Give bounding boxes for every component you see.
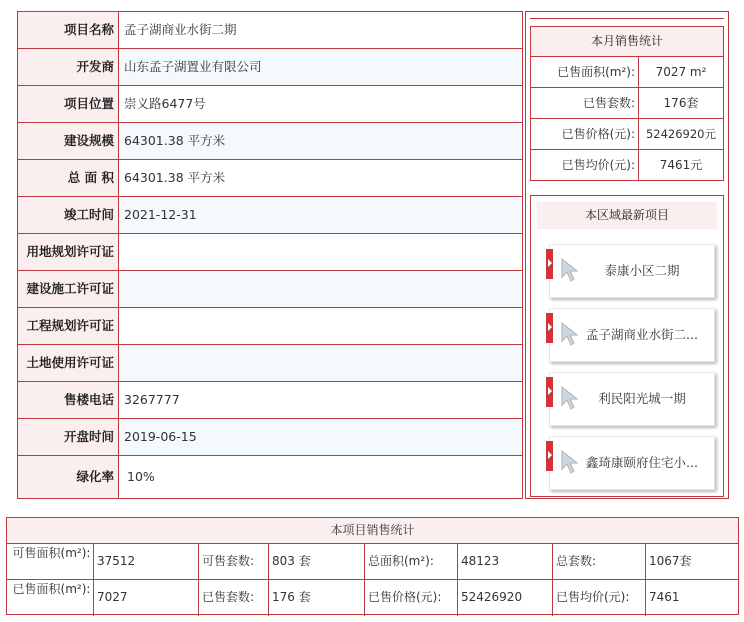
sidebar [525,11,729,499]
info-value: 山东孟子湖置业有限公司 [119,49,522,85]
arrow-tab-icon [546,377,553,407]
info-label: 开发商 [18,49,119,85]
stat-value: 37512 [94,544,199,579]
monthly-value: 52426920元 [645,127,717,141]
info-label: 工程规划许可证 [18,308,119,344]
info-row-total-area [18,160,522,197]
monthly-label: 已售均价(元): [531,150,639,181]
stat-label: 总面积(m²): [365,544,458,579]
stat-value: 803 套 [269,544,365,579]
info-row-name [18,12,522,49]
latest-project-name[interactable]: 泰康小区二期 [604,263,680,278]
info-row-green-rate [18,456,522,498]
info-row-scale [18,123,522,160]
monthly-label: 已售价格(元): [531,119,639,149]
info-value: 3267777 [124,392,180,407]
info-value [119,308,522,344]
stat-label: 总套数: [553,544,646,579]
monthly-value: 7027 m² [655,65,707,79]
info-row-planning-permit [18,308,522,345]
info-value [119,271,522,307]
info-label: 土地使用许可证 [18,345,119,381]
info-label: 建设施工许可证 [18,271,119,307]
arrow-tab-icon [546,313,553,343]
info-value: 10% [127,469,155,484]
info-row-land-use-permit [18,345,522,382]
monthly-label: 已售面积(m²): [531,57,639,87]
info-value [119,234,522,270]
info-label: 总 面 积 [18,160,119,196]
latest-projects-title: 本区域最新项目 [537,202,717,229]
info-row-location [18,86,522,123]
stat-label: 可售套数: [199,544,269,579]
latest-project-card[interactable] [549,244,715,298]
monthly-label: 已售套数: [531,88,639,118]
info-label: 竣工时间 [18,197,119,233]
stat-label: 可售面积(m²): [7,544,94,579]
info-value: 崇义路6477号 [124,96,206,111]
latest-project-card[interactable] [549,308,715,362]
info-row-completion [18,197,522,234]
stat-value: 176 套 [269,580,365,616]
info-label: 项目名称 [18,12,119,48]
project-sales-row-sold [7,580,738,616]
info-value: 64301.38 平方米 [119,123,522,159]
info-value: 2019-06-15 [119,419,522,455]
sidebar-divider [530,18,724,19]
latest-project-card[interactable] [549,372,715,426]
monthly-row-sold-area [531,57,723,88]
monthly-sales-title: 本月销售统计 [531,27,723,57]
arrow-tab-icon [546,441,553,471]
stat-value: 52426920 [458,580,553,616]
project-sales-panel [6,517,739,615]
info-value: 2021-12-31 [119,197,522,233]
info-row-construction-permit [18,271,522,308]
project-sales-title: 本项目销售统计 [7,518,738,544]
monthly-value: 176套 [663,96,699,110]
arrow-tab-icon [546,249,553,279]
monthly-row-sold-units [531,88,723,119]
monthly-sales-panel [530,26,724,181]
stat-label: 已售面积(m²): [7,580,94,616]
latest-project-name[interactable]: 利民阳光城一期 [598,391,686,406]
monthly-value: 7461元 [659,158,703,172]
info-value: 64301.38 平方米 [124,170,226,185]
project-info-table [17,11,523,499]
latest-project-name[interactable]: 鑫琦康颐府住宅小... [586,455,698,470]
info-label: 绿化率 [18,456,119,498]
info-row-phone [18,382,522,419]
info-row-developer [18,49,522,86]
latest-project-name[interactable]: 孟子湖商业水街二... [586,327,698,342]
info-value [119,345,522,381]
info-label: 项目位置 [18,86,119,122]
project-sales-row-available [7,544,738,580]
monthly-row-sold-price [531,119,723,150]
info-label: 建设规模 [18,123,119,159]
stat-value: 7461 [649,590,680,604]
info-label: 开盘时间 [18,419,119,455]
stat-label: 已售套数: [199,580,269,616]
stat-label: 已售价格(元): [365,580,458,616]
stat-value: 7027 [94,580,199,616]
stat-value: 1067套 [649,554,692,568]
info-label: 售楼电话 [18,382,119,418]
stat-value: 48123 [458,544,553,579]
info-row-opening [18,419,522,456]
info-label: 用地规划许可证 [18,234,119,270]
stat-label: 已售均价(元): [553,580,646,616]
latest-projects-panel [530,195,724,497]
info-value: 孟子湖商业水街二期 [124,22,237,37]
info-row-land-permit [18,234,522,271]
monthly-row-avg-price [531,150,723,181]
latest-project-card[interactable] [549,436,715,490]
